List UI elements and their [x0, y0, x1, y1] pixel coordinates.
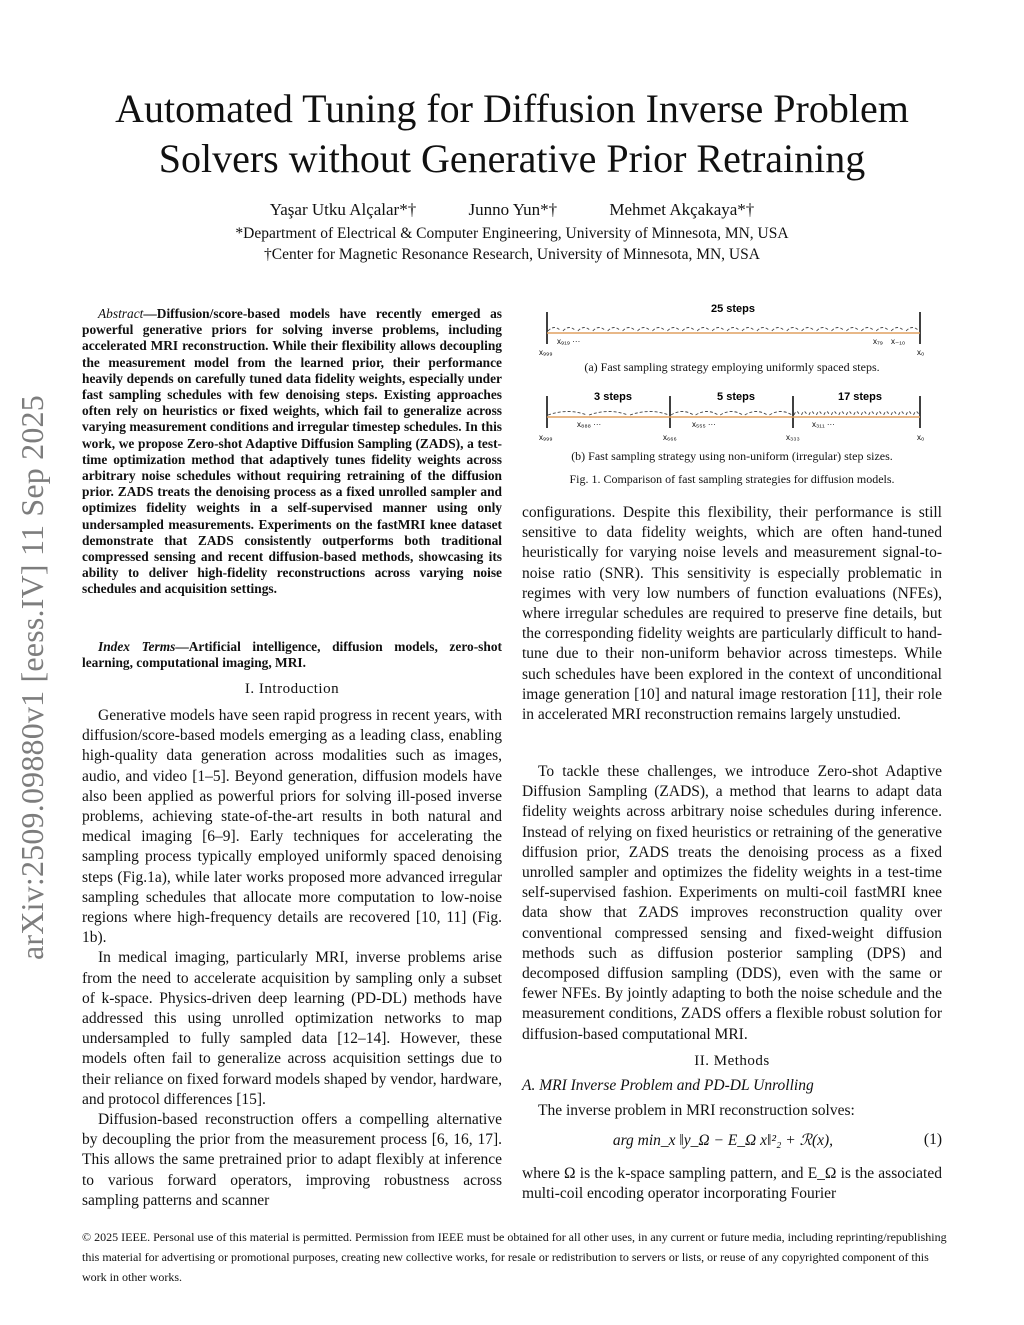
- right-column-body-1: [522, 503, 942, 725]
- fig-b-step-arc: [869, 412, 874, 416]
- fig-a-tick-start: x₉₉₉: [539, 348, 553, 357]
- fig-b-step-arc: [696, 412, 719, 416]
- fig-b-label-3: 17 steps: [837, 391, 883, 403]
- fig-a-arcs: [548, 328, 919, 332]
- left-column-body: [82, 706, 502, 1211]
- right-paragraph-2: To tackle these challenges, we introduce Zero-shot Adaptive Diffusion Sampling (ZADS), a method that learns to adapt data fidelity weights across arbitrary noise schedules during inference. Instead of relying on fixed heuristics or retraining of the generative diffusion prior, ZADS treats the denoising process as a fixed unrolled sampler and optimizes the fidelity weights in a test-time self-supervised fashion. Experiments on multi-coil fastMRI knee data show that ZADS improves reconstruction quality over conventional compressed sensing and fixed-weight diffusion methods such as diffusion posterior sampling (DPS) and decomposed diffusion sampling (DDS), even with the same or fewer NFEs. By jointly adapting to both the noise schedule and the measurement conditions, ZADS offers a flexible robust solution for diffusion-based computational MRI.: [522, 763, 942, 1043]
- equation-number: (1): [923, 1131, 942, 1148]
- figure-1a-caption: (a) Fast sampling strategy employing uniformly spaced steps.: [584, 360, 880, 374]
- fig-b-arcs: [548, 412, 919, 416]
- fig-a-step-arc: [846, 328, 859, 332]
- right-column-body-3: [522, 1101, 942, 1121]
- fig-a-step-arc: [563, 328, 576, 332]
- fig-b-step-arc: [630, 412, 669, 416]
- index-terms-label: Index Terms: [98, 639, 176, 654]
- fig-a-tick-end: x₀: [917, 348, 925, 357]
- fig-a-step-arc: [578, 328, 591, 332]
- fig-a-label: 25 steps: [710, 303, 756, 315]
- fig-b-step-arc: [854, 412, 859, 416]
- paper-title: [60, 84, 964, 184]
- affiliation-1: *Department of Electrical & Computer Engineering, University of Minnesota, MN, USA: [235, 225, 789, 242]
- fig-a-step-arc: [712, 328, 725, 332]
- fig-a-step-arc: [727, 328, 740, 332]
- right-paragraph-1: configurations. Despite this flexibility, their performance is still sensitive to data fidelity weights, which are often hand-tuned heuristically for varying noise levels and measurement signal-to-noise ratio (SNR). This sensitivity is especially problematic in regimes with very low numbers of function evaluations (NFEs), where irregular schedules are required to preserve fine details, but the corresponding fidelity weights are particularly difficult to hand-tune due to their non-uniform behavior across timesteps. While such schedules have been explored in the context of unconditional image generation [10] and natural image restoration [11], their role in accelerated MRI reconstruction remains largely unstudied.: [522, 504, 942, 724]
- copyright-footer: © 2025 IEEE. Personal use of this material is permitted. Permission from IEEE must be obtained for all other uses, in any current or future media, including reprinting/republishing this material for advertising or promotional purposes, creating new collective works, for resale or redistribution to servers or lists, or reuse of any copyrighted component of this work in other works.: [82, 1230, 947, 1284]
- title-line-2: Solvers without Generative Prior Retraining: [158, 136, 866, 181]
- fig-b-step-arc: [914, 412, 919, 416]
- index-terms-text: —Artificial intelligence, diffusion models, zero-shot learning, computational imaging, MRI.: [82, 639, 502, 671]
- right-paragraph-4: where Ω is the k-space sampling pattern, and E_Ω is the associated multi-coil encoding operator incorporating Fourier: [522, 1165, 942, 1203]
- fig-b-tick-5: x₃₃₃: [786, 433, 800, 442]
- fig-b-step-arc: [906, 412, 911, 416]
- fig-b-tick-1: x₉₉₉: [539, 433, 553, 442]
- fig-b-step-arc: [794, 412, 799, 416]
- figure-1-caption: Fig. 1. Comparison of fast sampling strategies for diffusion models.: [569, 472, 895, 486]
- fig-b-step-arc: [720, 412, 743, 416]
- equation-body: arg min_x ‖y_Ω − E_Ω x‖²₂ + ℛ(x),: [612, 1132, 834, 1149]
- fig-b-step-arc: [824, 412, 829, 416]
- intro-paragraph-3: Diffusion-based reconstruction offers a compelling alternative by decoupling the prior from the measurement process [6, 16, 17]. This allows the same pretrained prior to adapt flexibly at inference to various forward operators, improving robustness across sampling patterns and scanner: [82, 1111, 502, 1209]
- fig-b-step-arc: [839, 412, 844, 416]
- fig-b-step-arc: [809, 412, 814, 416]
- fig-a-tick-4: x₋₁₀: [891, 337, 906, 346]
- fig-a-step-arc: [906, 328, 919, 332]
- author-1: Yaşar Utku Alçalar*†: [269, 200, 417, 219]
- section-2-heading: II. Methods: [694, 1053, 770, 1069]
- section-1-heading: I. Introduction: [244, 681, 340, 697]
- fig-a-tick-2: x₉₁₉ ···: [557, 337, 581, 346]
- fig-b-label-2: 5 steps: [717, 391, 755, 403]
- fig-a-step-arc: [667, 328, 680, 332]
- fig-a-step-arc: [638, 328, 651, 332]
- fig-a-step-arc: [861, 328, 874, 332]
- fig-b-step-arc: [671, 412, 694, 416]
- figure-1b-caption: (b) Fast sampling strategy using non-uniform (irregular) step sizes.: [571, 449, 893, 463]
- fig-a-step-arc: [757, 328, 770, 332]
- fig-b-step-arc: [801, 412, 806, 416]
- fig-a-step-arc: [787, 328, 800, 332]
- fig-b-step-arc: [548, 412, 587, 416]
- fig-a-step-arc: [891, 328, 904, 332]
- figure-1a: [537, 300, 937, 368]
- arxiv-watermark: arXiv:2509.09880v1 [eess.IV] 11 Sep 2025: [14, 395, 50, 960]
- fig-a-step-arc: [772, 328, 785, 332]
- fig-a-step-arc: [802, 328, 815, 332]
- fig-b-step-arc: [846, 412, 851, 416]
- fig-b-step-arc: [745, 412, 768, 416]
- fig-b-step-arc: [589, 412, 628, 416]
- abstract: [82, 306, 502, 598]
- fig-a-step-arc: [548, 328, 561, 332]
- fig-b-label-1: 3 steps: [594, 391, 632, 403]
- fig-b-step-arc: [816, 412, 821, 416]
- author-3: Mehmet Akçakaya*†: [609, 200, 755, 219]
- fig-b-step-arc: [899, 412, 904, 416]
- fig-b-tick-7: x₀: [917, 433, 925, 442]
- fig-b-tick-2: x₈₈₈ ···: [577, 420, 602, 429]
- fig-b-tick-6: x₃₁₁ ···: [812, 420, 835, 429]
- figure-1b: [537, 386, 937, 446]
- fig-b-step-arc: [891, 412, 896, 416]
- fig-a-step-arc: [697, 328, 710, 332]
- fig-a-step-arc: [876, 328, 889, 332]
- fig-a-step-arc: [817, 328, 830, 332]
- index-terms: [82, 639, 502, 671]
- author-2: Junno Yun*†: [468, 200, 558, 219]
- subsection-a-heading: A. MRI Inverse Problem and PD-DL Unrolling: [522, 1077, 814, 1094]
- right-column-body-2: [522, 762, 942, 1045]
- affiliation-2: †Center for Magnetic Resonance Research, University of Minnesota, MN, USA: [264, 246, 760, 263]
- fig-a-step-arc: [593, 328, 606, 332]
- fig-a-step-arc: [742, 328, 755, 332]
- right-column-body-4: [522, 1164, 942, 1204]
- intro-paragraph-1: Generative models have seen rapid progress in recent years, with diffusion/score-based models emerging as a leading class, enabling high-quality data generation across modalities such as images, audio, and video [1–5]. Beyond generation, diffusion models have also been applied as powerful priors for solving ill-posed inverse problems, achieving state-of-the-art results in both natural and medical imaging [6–9]. Early techniques for accelerating the sampling process typically employed uniformly spaced denoising steps (Fig.1a), while later works proposed more advanced irregular sampling schedules that allocate more computation to low-noise regions where high-frequency details are recovered [10, 11] (Fig. 1b).: [82, 707, 502, 947]
- title-line-1: Automated Tuning for Diffusion Inverse Problem: [115, 86, 909, 131]
- fig-b-tick-4: x₅₅₅ ···: [692, 420, 716, 429]
- fig-a-step-arc: [608, 328, 621, 332]
- fig-b-step-arc: [831, 412, 836, 416]
- right-paragraph-3: The inverse problem in MRI reconstruction solves:: [538, 1102, 855, 1119]
- fig-b-step-arc: [884, 412, 889, 416]
- author-list: [60, 200, 964, 220]
- equation-1: [522, 1131, 942, 1150]
- fig-b-step-arc: [876, 412, 881, 416]
- fig-a-step-arc: [831, 328, 844, 332]
- fig-b-step-arc: [861, 412, 866, 416]
- abstract-label: Abstract: [98, 306, 144, 321]
- fig-a-step-arc: [652, 328, 665, 332]
- fig-a-tick-3: x₇₉: [873, 337, 883, 346]
- fig-b-step-arc: [769, 412, 792, 416]
- intro-paragraph-2: In medical imaging, particularly MRI, inverse problems arise from the need to accelerate acquisition by sampling only a subset of k-space. Physics-driven deep learning (PD-DL) methods have addressed this using unrolled optimization networks to map undersampled to fully sampled data [12–14]. However, these models often fail to generalize across acquisition settings due to their reliance on fixed forward models shaped by vendor, hardware, and protocol differences [15].: [82, 949, 502, 1108]
- fig-b-tick-3: x₆₆₆: [663, 433, 677, 442]
- fig-a-step-arc: [623, 328, 636, 332]
- abstract-text: —Diffusion/score-based models have recently emerged as powerful generative priors for solving inverse problems, including accelerated MRI reconstruction. While their flexibility allows decoupling the measurement model from the learned prior, their performance heavily depends on carefully tuned data fidelity weights, especially under fast sampling schedules with few denoising steps. Existing approaches often rely on heuristics or fixed weights, which fail to generalize across varying measurement conditions and irregular timestep schedules. In this work, we propose Zero-shot Adaptive Diffusion Sampling (ZADS), a test-time optimization method that adaptively tunes fidelity weights across arbitrary noise schedules without requiring retraining of the diffusion prior. ZADS treats the denoising process as a fixed unrolled sampler and optimizes fidelity weights in a self-supervised manner using only undersampled measurements. Experiments on the fastMRI knee dataset demonstrate that ZADS consistently outperforms both traditional compressed sensing and recent diffusion-based methods, showcasing its ability to deliver high-fidelity reconstructions across varying noise schedules and acquisition settings.: [82, 306, 502, 597]
- fig-a-step-arc: [682, 328, 695, 332]
